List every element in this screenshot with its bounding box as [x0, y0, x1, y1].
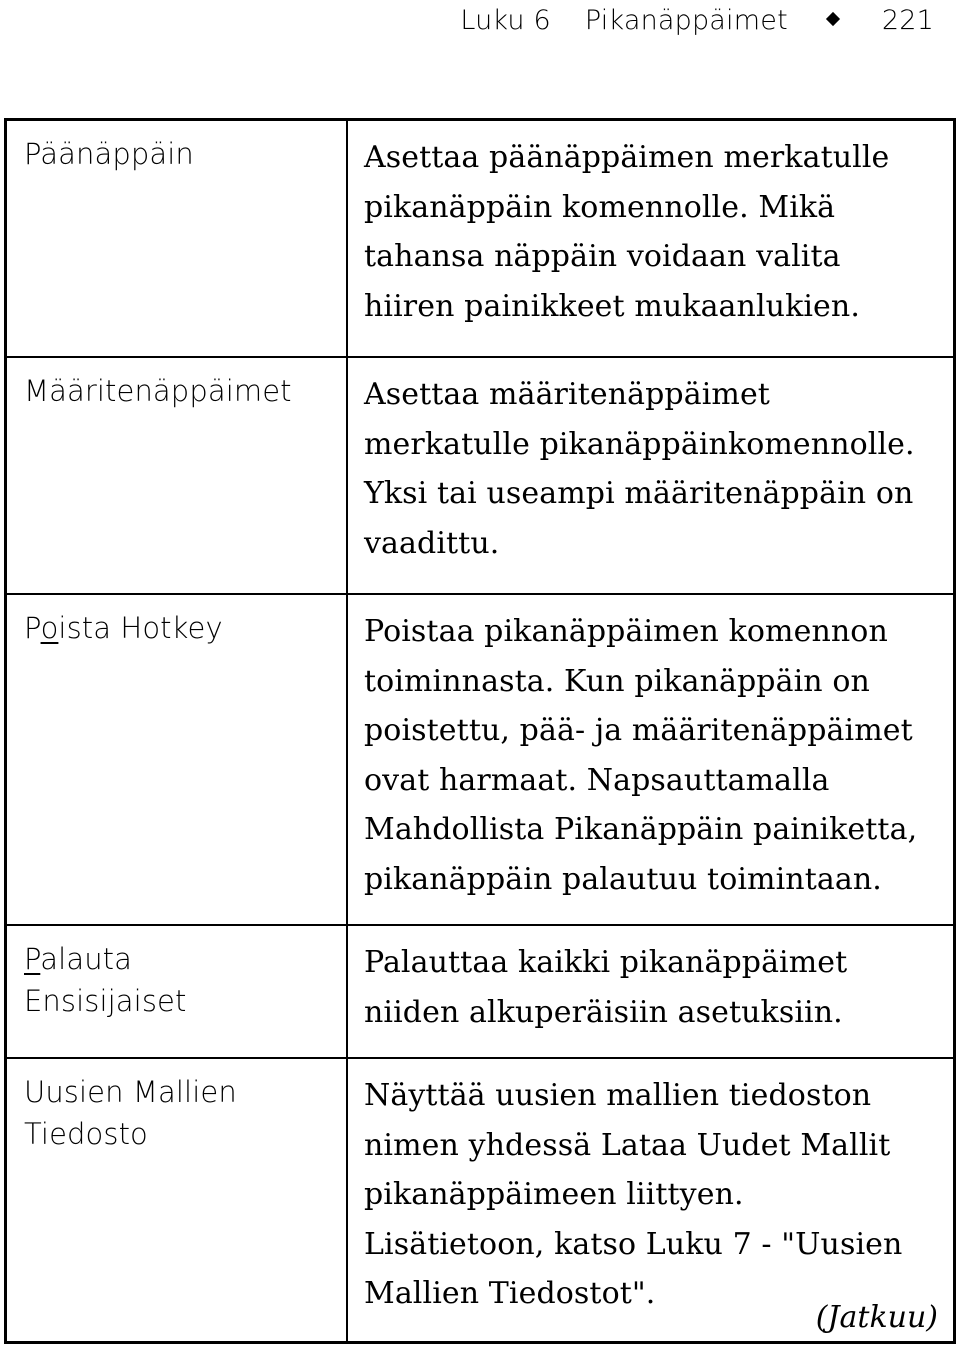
description-line: toiminnasta. Kun pikanäppäin on	[364, 663, 870, 699]
description-line: merkatulle pikanäppäinkomennolle.	[364, 426, 915, 462]
term-cell	[6, 594, 348, 925]
table-row	[6, 357, 955, 594]
table-row	[6, 925, 955, 1058]
description-line: tahansa näppäin voidaan valita	[364, 239, 841, 274]
page-header	[460, 0, 934, 40]
description-cell	[347, 925, 955, 1058]
description-line: Poistaa pikanäppäimen komennon	[364, 614, 888, 649]
term-cell	[6, 120, 348, 358]
description-line: ovat harmaat. Napsauttamalla	[364, 762, 830, 798]
description-cell	[347, 594, 955, 925]
diamond-bullet-icon	[826, 12, 840, 26]
description-line: Mallien Tiedostot".	[364, 1276, 656, 1311]
term-cell	[6, 357, 348, 594]
term-text-rest: alauta	[40, 942, 133, 976]
description-line: poistettu, pää- ja määritenäppäimet	[364, 713, 913, 748]
description-line: pikanäppäin palautuu toimintaan.	[364, 861, 882, 897]
description-line: Mahdollista Pikanäppäin painiketta,	[364, 812, 918, 847]
chapter-title: Pikanäppäimet	[584, 4, 788, 36]
page-number: 221	[881, 4, 934, 36]
term-text: Päänäppäin	[24, 137, 194, 171]
description-line: pikanäppäin komennolle. Mikä	[364, 189, 836, 225]
definition-table	[4, 118, 956, 1344]
table-row	[6, 594, 955, 925]
term-text	[24, 938, 338, 980]
description-line: nimen yhdessä Lataa Uudet Mallit	[364, 1127, 891, 1163]
term-text-line2: Tiedosto	[24, 1117, 148, 1151]
term-text	[24, 607, 338, 649]
mnemonic-underline: P	[24, 942, 41, 976]
term-text-start: P	[24, 611, 41, 645]
description-line: Lisätietoon, katso Luku 7 - "Uusien	[364, 1226, 903, 1262]
term-text: Uusien Mallien	[24, 1075, 237, 1109]
term-text: Määritenäppäimet	[24, 374, 292, 408]
term-text-rest: ista Hotkey	[58, 611, 223, 645]
term-cell	[6, 925, 348, 1058]
description-line: niiden alkuperäisiin asetuksiin.	[364, 994, 843, 1030]
table-row	[6, 1058, 955, 1343]
description-cell	[347, 120, 955, 358]
table-row	[6, 120, 955, 358]
description-cell	[347, 357, 955, 594]
description-line: pikanäppäimeen liittyen.	[364, 1177, 744, 1212]
term-cell	[6, 1058, 348, 1343]
description-line: Yksi tai useampi määritenäppäin on	[364, 476, 914, 511]
term-text-line2: Ensisijaiset	[24, 984, 187, 1018]
description-line: Palauttaa kaikki pikanäppäimet	[364, 945, 848, 980]
description-line: vaadittu.	[364, 525, 500, 561]
description-line: Asettaa määritenäppäimet	[364, 377, 770, 412]
chapter-label: Luku 6	[460, 4, 551, 36]
description-line: hiiren painikkeet mukaanlukien.	[364, 288, 860, 324]
description-line: Näyttää uusien mallien tiedoston	[364, 1078, 872, 1113]
mnemonic-underline: o	[40, 611, 59, 645]
description-line: Asettaa päänäppäimen merkatulle	[364, 140, 890, 175]
continued-note: (Jatkuu)	[815, 1300, 938, 1335]
